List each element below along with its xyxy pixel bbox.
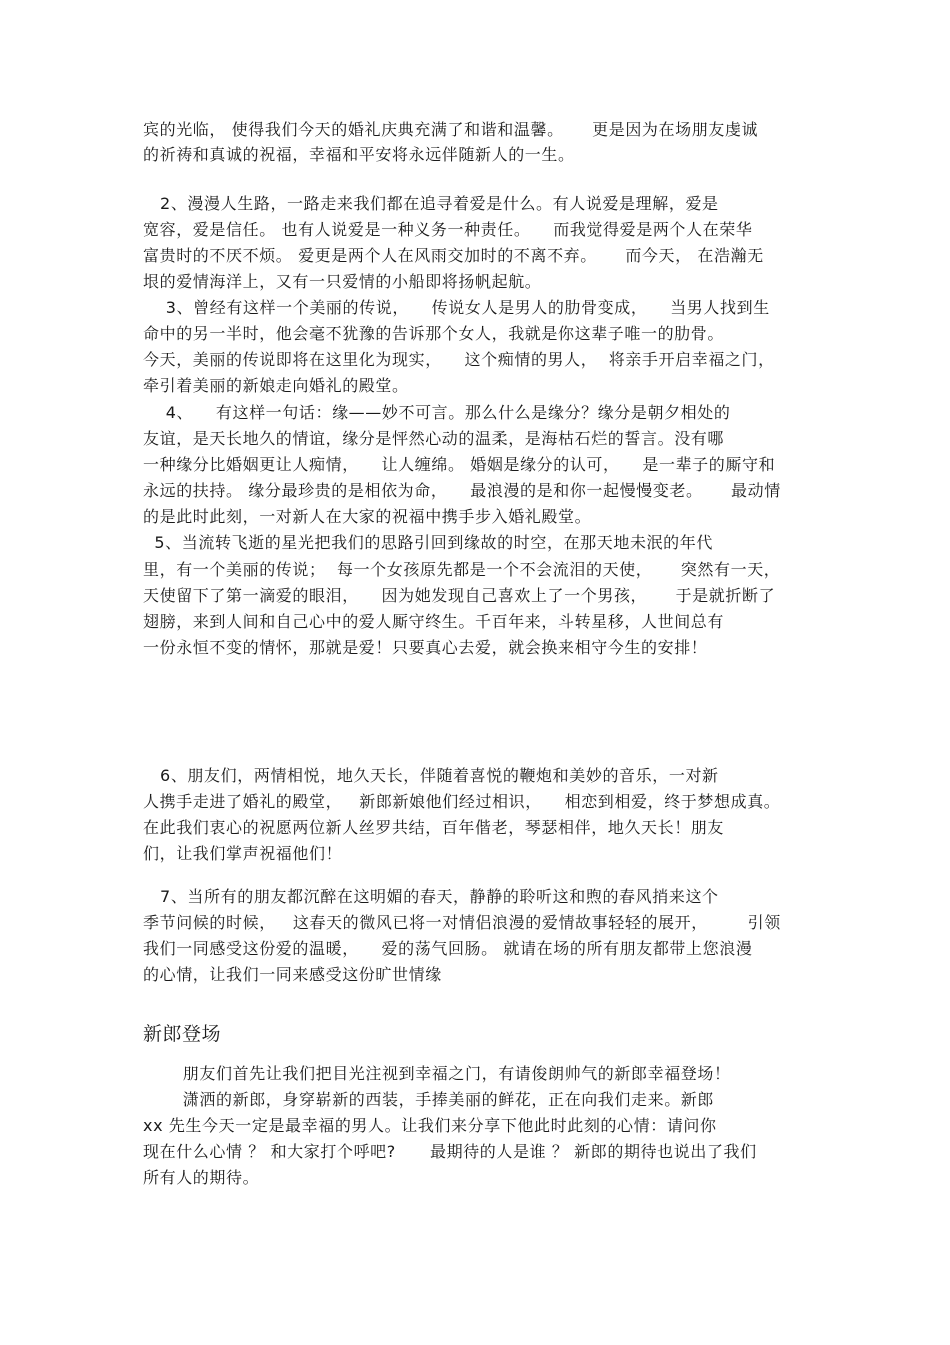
text-line: 宽容，爱是信任。 也有人说爱是一种义务一种责任。 而我觉得爱是两个人在荣华 <box>143 220 753 239</box>
text-line: 翅膀，来到人间和自己心中的爱人厮守终生。千百年来，斗转星移，人世间总有 <box>143 612 725 631</box>
text-line: 宾的光临， 使得我们今天的婚礼庆典充满了和谐和温馨。 更是因为在场朋友虔诚 <box>143 120 759 139</box>
text-line: 命中的另一半时，他会毫不犹豫的告诉那个女人，我就是你这辈子唯一的肋骨。 <box>143 324 725 343</box>
paragraph-6-line: 6、朋友们，两情相悦，地久天长，伴随着喜悦的鞭炮和美妙的音乐，一对新 <box>143 766 719 785</box>
text-line: 永远的扶持。 缘分最珍贵的是相依为命， 最浪漫的是和你一起慢慢变老。 最动情 <box>143 481 781 500</box>
text-line: 里，有一个美丽的传说； 每一个女孩原先都是一个不会流泪的天使， 突然有一天， <box>143 560 781 579</box>
text-line: 牵引着美丽的新娘走向婚礼的殿堂。 <box>143 376 409 395</box>
text-line: 潇洒的新郎，身穿崭新的西装，手捧美丽的鲜花，正在向我们走来。新郎 <box>143 1090 715 1109</box>
text-line: 现在什么心情 ？ 和大家打个呼吧? 最期待的人是谁 ？ 新郎的期待也说出了我们 <box>143 1142 757 1161</box>
text-line: 一份永恒不变的情怀，那就是爱！只要真心去爱，就会换来相守今生的安排！ <box>143 638 708 657</box>
paragraph-2-line: 2、漫漫人生路，一路走来我们都在追寻着爱是什么。有人说爱是理解，爱是 <box>143 194 719 213</box>
text-line: 人携手走进了婚礼的殿堂， 新郎新娘他们经过相识， 相恋到相爱，终于梦想成真。 <box>143 792 781 811</box>
text-line: 在此我们衷心的祝愿两位新人丝罗共结，百年偕老，琴瑟相伴，地久天长！朋友 <box>143 818 725 837</box>
text-line: 的祈祷和真诚的祝福，幸福和平安将永远伴随新人的一生。 <box>143 145 575 164</box>
paragraph-4-line: 4、 有这样一句话：缘——妙不可言。那么什么是缘分？缘分是朝夕相处的 <box>143 403 731 422</box>
text-line: 富贵时的不厌不烦。 爱更是两个人在风雨交加时的不离不弃。 而今天， 在浩瀚无 <box>143 246 764 265</box>
paragraph-3-line: 3、曾经有这样一个美丽的传说， 传说女人是男人的肋骨变成， 当男人找到生 <box>143 298 770 317</box>
paragraph-7-line: 7、当所有的朋友都沉醉在这明媚的春天，静静的聆听这和煦的春风捎来这个 <box>143 887 719 906</box>
text-line: xx 先生今天一定是最幸福的男人。让我们来分享下他此时此刻的心情：请问你 <box>143 1116 717 1135</box>
text-line: 所有人的期待。 <box>143 1168 260 1187</box>
text-line: 天使留下了第一滴爱的眼泪， 因为她发现自己喜欢上了一个男孩， 于是就折断了 <box>143 586 776 605</box>
paragraph-5-line: 5、当流转飞逝的星光把我们的思路引回到缘故的时空，在那天地未泯的年代 <box>143 533 713 552</box>
section-heading: 新郎登场 <box>143 1023 222 1045</box>
text-line: 的是此时此刻，一对新人在大家的祝福中携手步入婚礼殿堂。 <box>143 507 592 526</box>
text-line: 一种缘分比婚姻更让人痴情， 让人缠绵。 婚姻是缘分的认可， 是一辈子的厮守和 <box>143 455 776 474</box>
text-line: 垠的爱情海洋上，又有一只爱情的小船即将扬帆起航。 <box>143 272 542 291</box>
text-line: 季节问候的时候， 这春天的微风已将一对情侣浪漫的爱情故事轻轻的展开， 引领 <box>143 913 781 932</box>
text-line: 的心情，让我们一同来感受这份旷世情缘 <box>143 965 442 984</box>
text-line: 我们一同感受这份爱的温暖， 爱的荡气回肠。 就请在场的所有朋友都带上您浪漫 <box>143 939 753 958</box>
text-line: 友谊，是天长地久的情谊，缘分是怦然心动的温柔，是海枯石烂的誓言。没有哪 <box>143 429 725 448</box>
text-line: 今天，美丽的传说即将在这里化为现实， 这个痴情的男人， 将亲手开启幸福之门， <box>143 350 775 369</box>
text-line: 朋友们首先让我们把目光注视到幸福之门，有请俊朗帅气的新郎幸福登场！ <box>143 1064 731 1083</box>
text-line: 们，让我们掌声祝福他们！ <box>143 844 343 863</box>
